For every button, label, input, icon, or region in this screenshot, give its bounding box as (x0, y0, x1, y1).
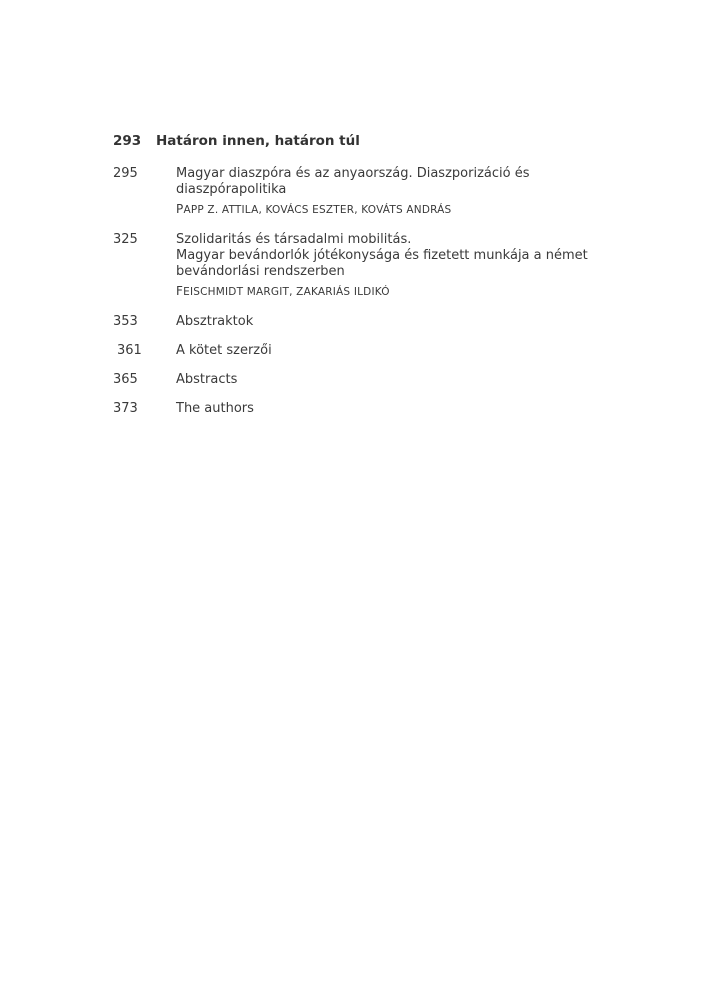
entry-title-line: Magyar diaszpóra és az anyaország. Diaszporizáció és (176, 166, 530, 181)
entry-title: Absztraktok (176, 314, 254, 329)
entry-authors: PAPP Z. ATTILA, KOVÁCS ESZTER, KOVÁTS ANDRÁS (176, 202, 452, 216)
toc-entry (113, 343, 613, 359)
entry-title-line: bevándorlási rendszerben (176, 264, 345, 279)
section-title: Határon innen, határon túl (156, 133, 360, 149)
entry-authors: FEISCHMIDT MARGIT, ZAKARIÁS ILDIKÓ (176, 284, 390, 298)
toc-entry (113, 372, 613, 388)
entry-title-line: Magyar bevándorlók jótékonysága és fizetett munkája a német (176, 248, 588, 263)
entry-body (176, 232, 613, 300)
entry-title: The authors (176, 401, 254, 416)
toc-entry (113, 401, 613, 417)
entry-page-number: 353 (113, 314, 138, 329)
entry-page-number: 325 (113, 232, 138, 247)
entry-title-line: Szolidaritás és társadalmi mobilitás. (176, 232, 412, 247)
entry-title: A kötet szerzői (176, 343, 272, 358)
section-page-number: 293 (113, 133, 142, 149)
entry-title-line: diaszpórapolitika (176, 182, 287, 197)
table-of-contents (113, 133, 613, 430)
entry-title: Abstracts (176, 372, 238, 387)
toc-entry (113, 166, 613, 218)
toc-entry (113, 314, 613, 330)
entry-page-number: 365 (113, 372, 138, 387)
entry-page-number: 373 (113, 401, 138, 416)
entry-page-number: 295 (113, 166, 138, 181)
entry-body (176, 166, 613, 218)
toc-entry (113, 232, 613, 300)
section-heading (113, 133, 613, 149)
entry-page-number: 361 (117, 343, 142, 358)
